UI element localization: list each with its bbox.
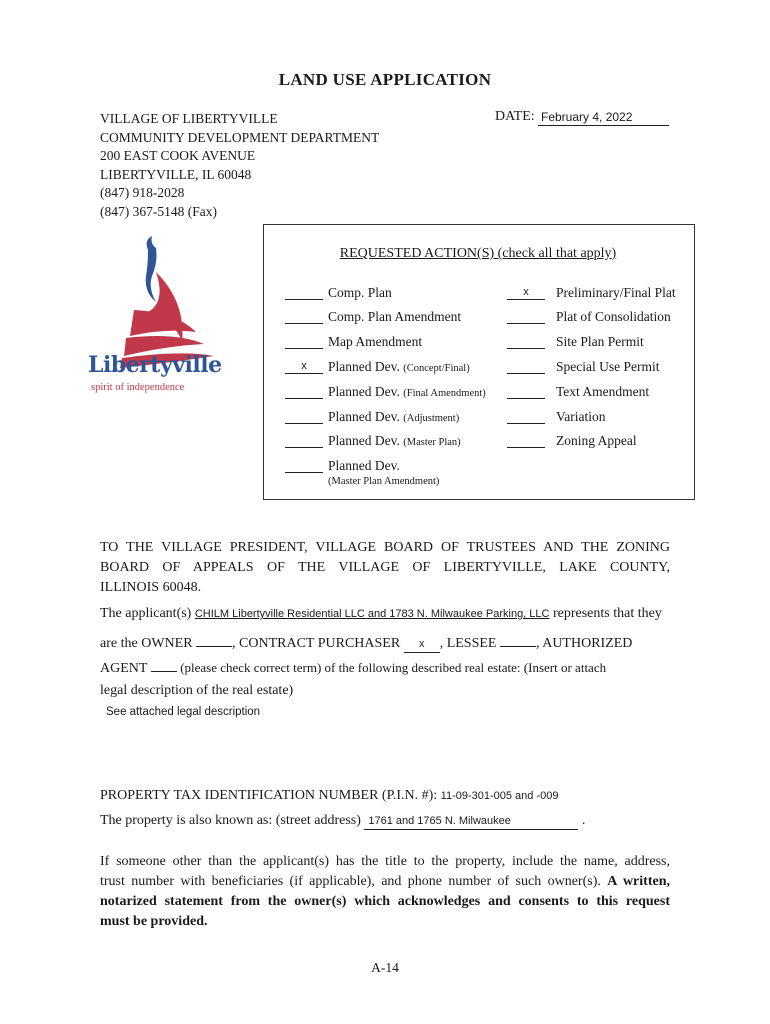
page-number: A-14	[371, 960, 399, 975]
action-label	[328, 433, 461, 449]
checkbox-planned-dev-adjustment[interactable]	[285, 409, 323, 424]
address-line: COMMUNITY DEVELOPMENT DEPARTMENT	[100, 129, 380, 145]
checkbox-text-amendment[interactable]	[507, 384, 545, 399]
agent-line	[100, 657, 670, 677]
checkbox-planned-dev-master-plan-amendment[interactable]	[285, 458, 323, 473]
owner-consent-paragraph	[100, 852, 670, 932]
addressee-line: TO THE VILLAGE PRESIDENT, VILLAGE BOARD OF TRUSTEES AND THE ZONING	[100, 540, 670, 555]
owner-line: If someone other than the applicant(s) has the title to the property, include the name, address,	[100, 854, 670, 869]
checkbox-plat-of-consolidation[interactable]	[507, 309, 545, 324]
date-field[interactable]: February 4, 2022	[538, 110, 669, 126]
phone-line: (847) 918-2028	[100, 185, 185, 200]
role-instructions: (please check correct term) of the following described real estate: (Insert or attach	[180, 660, 607, 675]
action-note: (Final Amendment)	[403, 388, 486, 399]
address-line: 200 EAST COOK AVENUE	[100, 148, 256, 163]
owner-line-bold: notarized statement from the owner(s) which acknowledges and consents to this request	[100, 894, 670, 909]
action-label: Special Use Permit	[556, 359, 660, 374]
page-title: LAND USE APPLICATION	[278, 70, 492, 89]
applicant-label: The applicant(s)	[100, 606, 192, 621]
role-prefix: are the	[100, 636, 138, 651]
role-agent-label: AGENT	[100, 661, 148, 676]
action-label	[328, 409, 459, 425]
street-line: The property is also known as: (street address) 1761 and 1765 N. Milwaukee .	[100, 813, 586, 828]
logo-wordmark: Libertyville	[88, 352, 222, 378]
addressee-line: ILLINOIS 60048.	[100, 580, 202, 595]
street-address-field[interactable]: 1761 and 1765 N. Milwaukee	[364, 815, 578, 830]
logo-tagline: spirit of independence	[91, 382, 185, 393]
action-note: (Concept/Final)	[403, 363, 470, 374]
action-note: (Master Plan)	[403, 437, 461, 448]
action-label: Plat of Consolidation	[556, 309, 671, 324]
address-line: LIBERTYVILLE, IL 60048	[100, 166, 252, 182]
owner-line-bold: A written,	[607, 874, 670, 889]
action-label	[328, 359, 470, 375]
role-authorized-label: , AUTHORIZED	[535, 636, 633, 651]
checkbox-preliminary-final-plat[interactable]: x	[507, 285, 545, 300]
legal-description-field[interactable]: See attached legal description	[106, 706, 261, 718]
action-label: Text Amendment	[556, 384, 650, 399]
action-label: Preliminary/Final Plat	[556, 285, 676, 300]
action-label-text: Planned Dev.	[328, 384, 400, 399]
action-label: Planned Dev.	[328, 458, 400, 473]
checkbox-special-use-permit[interactable]	[507, 359, 545, 374]
action-label-text: Planned Dev.	[328, 409, 400, 424]
lessee-checkbox[interactable]	[500, 632, 536, 647]
applicant-name-field[interactable]: CHILM Libertyville Residential LLC and 1783 N. Milwaukee Parking, LLC	[194, 608, 550, 620]
role-owner-label: OWNER	[141, 636, 193, 651]
action-label: Zoning Appeal	[556, 433, 637, 448]
contract-purchaser-checkbox[interactable]: x	[404, 638, 440, 653]
owner-line	[100, 872, 670, 892]
pin-line	[100, 788, 559, 804]
applicant-suffix: represents that they	[552, 606, 662, 621]
checkbox-planned-dev-concept-final[interactable]: x	[285, 359, 323, 374]
date-label: DATE:	[495, 109, 535, 124]
street-label: The property is also known as: (street address)	[100, 813, 361, 828]
libertyville-logo	[86, 232, 246, 402]
pin-label: PROPERTY TAX IDENTIFICATION NUMBER (P.I.N. #):	[100, 788, 438, 803]
legal-description-label: legal description of the real estate)	[100, 683, 294, 698]
role-contract-label: , CONTRACT PURCHASER	[232, 636, 401, 651]
fax-line: (847) 367-5148 (Fax)	[100, 203, 217, 219]
checkbox-site-plan-permit[interactable]	[507, 334, 545, 349]
action-label: Comp. Plan	[328, 285, 392, 300]
checkbox-comp-plan-amendment[interactable]	[285, 309, 323, 324]
action-note: (Adjustment)	[403, 413, 460, 424]
role-line	[100, 632, 670, 653]
action-label: Comp. Plan Amendment	[328, 309, 462, 324]
checkbox-variation[interactable]	[507, 409, 545, 424]
applicant-line	[100, 606, 670, 622]
checkbox-zoning-appeal[interactable]	[507, 433, 545, 448]
action-label	[328, 384, 486, 400]
action-label: Variation	[556, 409, 606, 424]
checkbox-planned-dev-master-plan[interactable]	[285, 433, 323, 448]
pin-field[interactable]: 11-09-301-005 and -009	[440, 790, 559, 802]
checkbox-planned-dev-final-amendment[interactable]	[285, 384, 323, 399]
action-label-text: Planned Dev.	[328, 359, 400, 374]
owner-line-bold: must be provided.	[100, 914, 208, 929]
addressee-paragraph	[100, 538, 670, 598]
action-label-text: Planned Dev.	[328, 433, 400, 448]
checkbox-comp-plan[interactable]	[285, 285, 323, 300]
authorized-agent-checkbox[interactable]	[151, 657, 177, 672]
role-lessee-label: , LESSEE	[439, 636, 497, 651]
action-label: Site Plan Permit	[556, 334, 644, 349]
department-address	[100, 110, 379, 221]
owner-checkbox[interactable]	[196, 632, 232, 647]
action-label: Map Amendment	[328, 334, 423, 349]
owner-line-text: trust number with beneficiaries (if applicable), and phone number of such owner(s).	[100, 874, 601, 889]
requested-actions-title: REQUESTED ACTION(S) (check all that apply)	[339, 246, 617, 261]
checkbox-map-amendment[interactable]	[285, 334, 323, 349]
action-note: (Master Plan Amendment)	[328, 476, 440, 487]
addressee-line: BOARD OF APPEALS OF THE VILLAGE OF LIBERTYVILLE, LAKE COUNTY,	[100, 560, 670, 575]
address-line: VILLAGE OF LIBERTYVILLE	[100, 111, 278, 126]
